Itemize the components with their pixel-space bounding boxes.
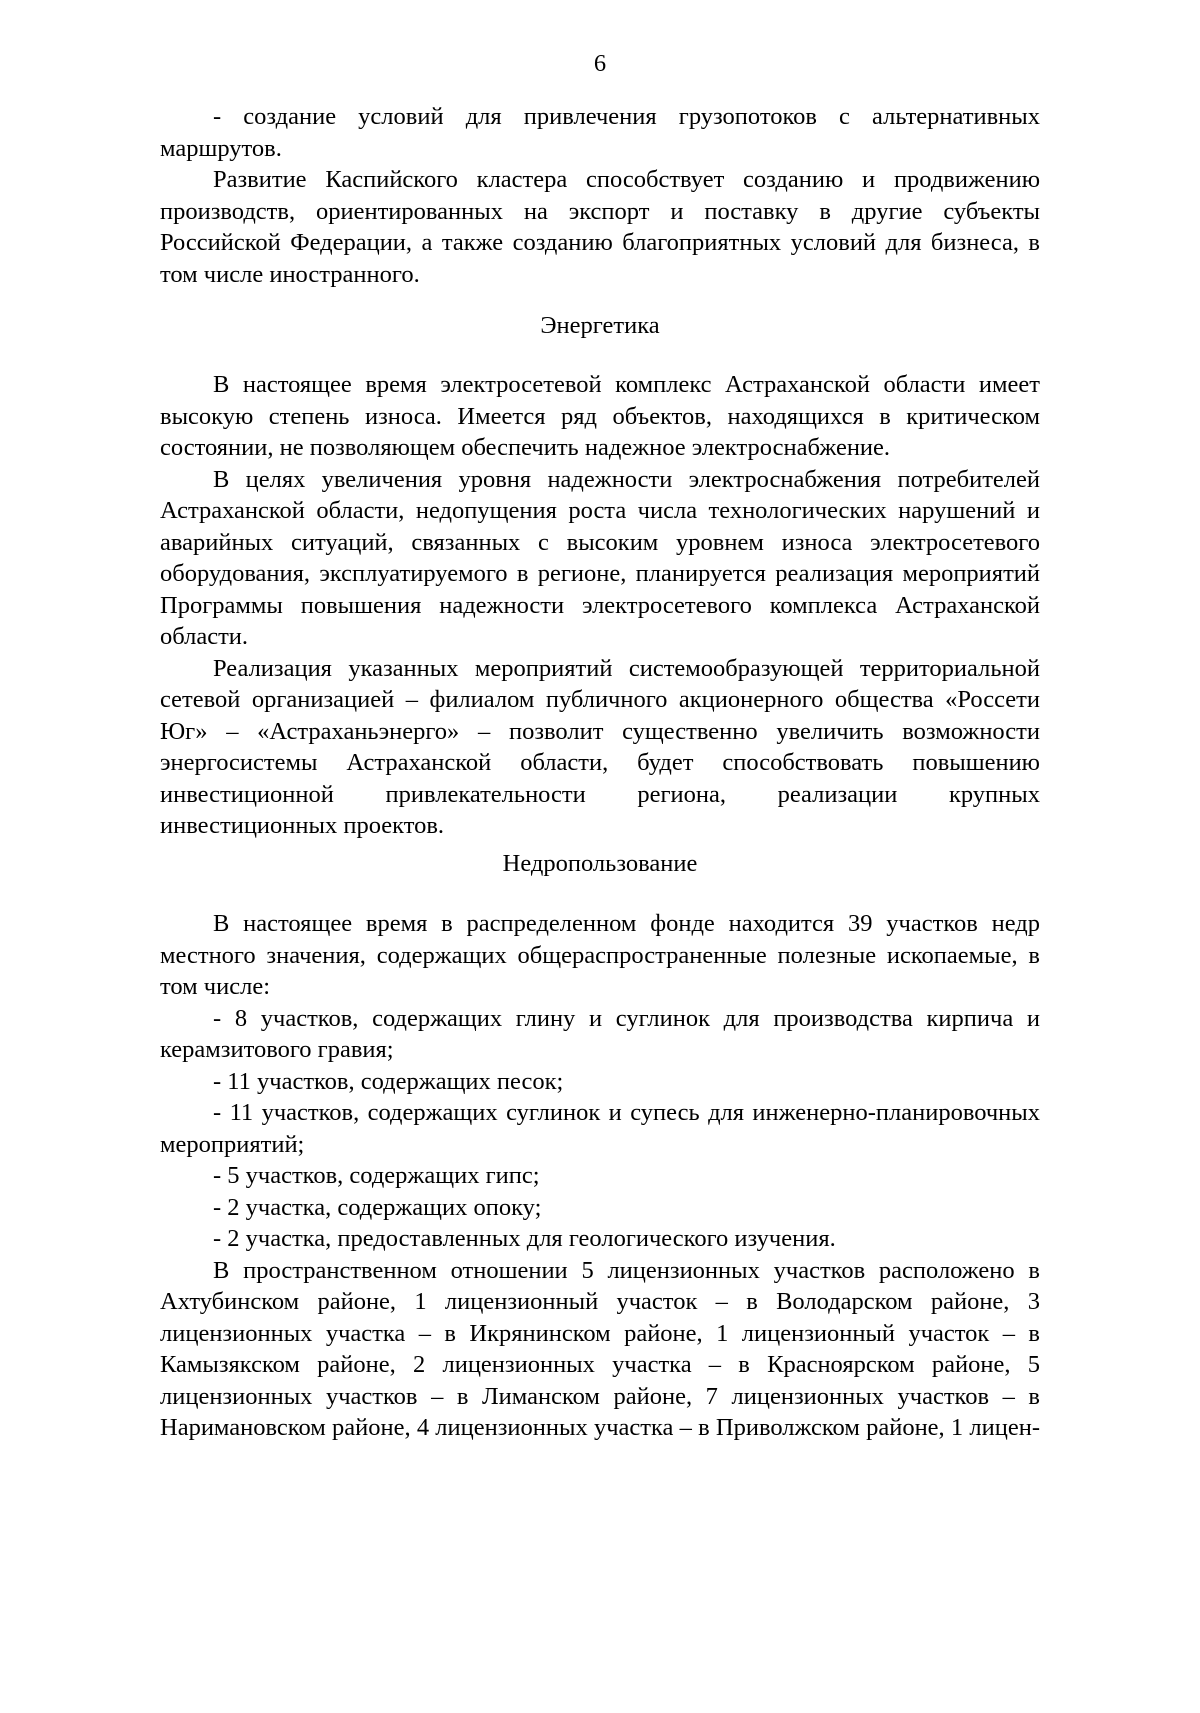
list-item: - 8 участков, содержащих глину и суглинок для производства кирпича и керамзитового гравия; [160, 1004, 1040, 1063]
list-item: - 11 участков, содержащих песок; [213, 1067, 564, 1095]
list-item: - 5 участков, содержащих гипс; [213, 1162, 540, 1189]
paragraph: Развитие Каспийского кластера способствует созданию и продвижению производств, ориентированных на экспорт и поставку в другие субъекты Российской Федерации, а также созданию благоприятных условий для бизнеса, в том числе иностранного. [160, 166, 1040, 288]
energy-section [160, 369, 1040, 842]
intro-section [160, 101, 1040, 290]
paragraph: В целях увеличения уровня надежности электроснабжения потребителей Астраханской области, недопущения роста числа технологических нарушений и аварийных ситуаций, связанных с высоким уровнем износа электросетевого оборудования, эксплуатируемого в регионе, планируется реализация мероприятий Программы повышения надежности электросетевого комплекса Астраханской области. [160, 465, 1040, 650]
list-item: - 2 участка, предоставленных для геологического изучения. [213, 1225, 836, 1252]
list-item: - 11 участков, содержащих суглинок и супесь для инженерно-планировочных мероприятий; [160, 1099, 1040, 1158]
list-item: - 2 участка, содержащих опоку; [213, 1193, 542, 1221]
subsoil-section [160, 908, 1040, 1444]
paragraph: В пространственном отношении 5 лицензионных участков расположено в Ахтубинском районе, 1 лицензионный участок – в Володарском районе, 3 лицензионных участка – в Икрянинском районе, 1 лицензионный участок – в Камызякском районе, 2 лицензионных участка – в Красноярском районе, 5 лицензионных участков – в Лиманском районе, 7 лицензионных участков – в Наримановском районе, 4 лицензионных участка – в Приволжском районе, 1 лицен- [160, 1256, 1040, 1441]
page-number: 6 [593, 50, 607, 77]
section-heading-subsoil: Недропользование [502, 850, 698, 877]
paragraph: В настоящее время в распределенном фонде находится 39 участков недр местного значения, содержащих общераспространенные полезные ископаемые, в том числе: [160, 910, 1040, 1000]
paragraph: Реализация указанных мероприятий системообразующей территориальной сетевой организацией – филиалом публичного акционерного общества «Россети Юг» – «Астраханьэнерго» – позволит существенно увеличить возможности энергосистемы Астраханской области, будет способствовать повышению инвестиционной привлекательности региона, реализации крупных инвестиционных проектов. [160, 654, 1040, 839]
paragraph: - создание условий для привлечения грузопотоков с альтернативных маршрутов. [160, 103, 1040, 162]
section-heading-energy: Энергетика [540, 312, 660, 339]
paragraph: В настоящее время электросетевой комплекс Астраханской области имеет высокую степень износа. Имеется ряд объектов, находящихся в критическом состоянии, не позволяющем обеспечить надежное электроснабжение. [160, 371, 1040, 461]
